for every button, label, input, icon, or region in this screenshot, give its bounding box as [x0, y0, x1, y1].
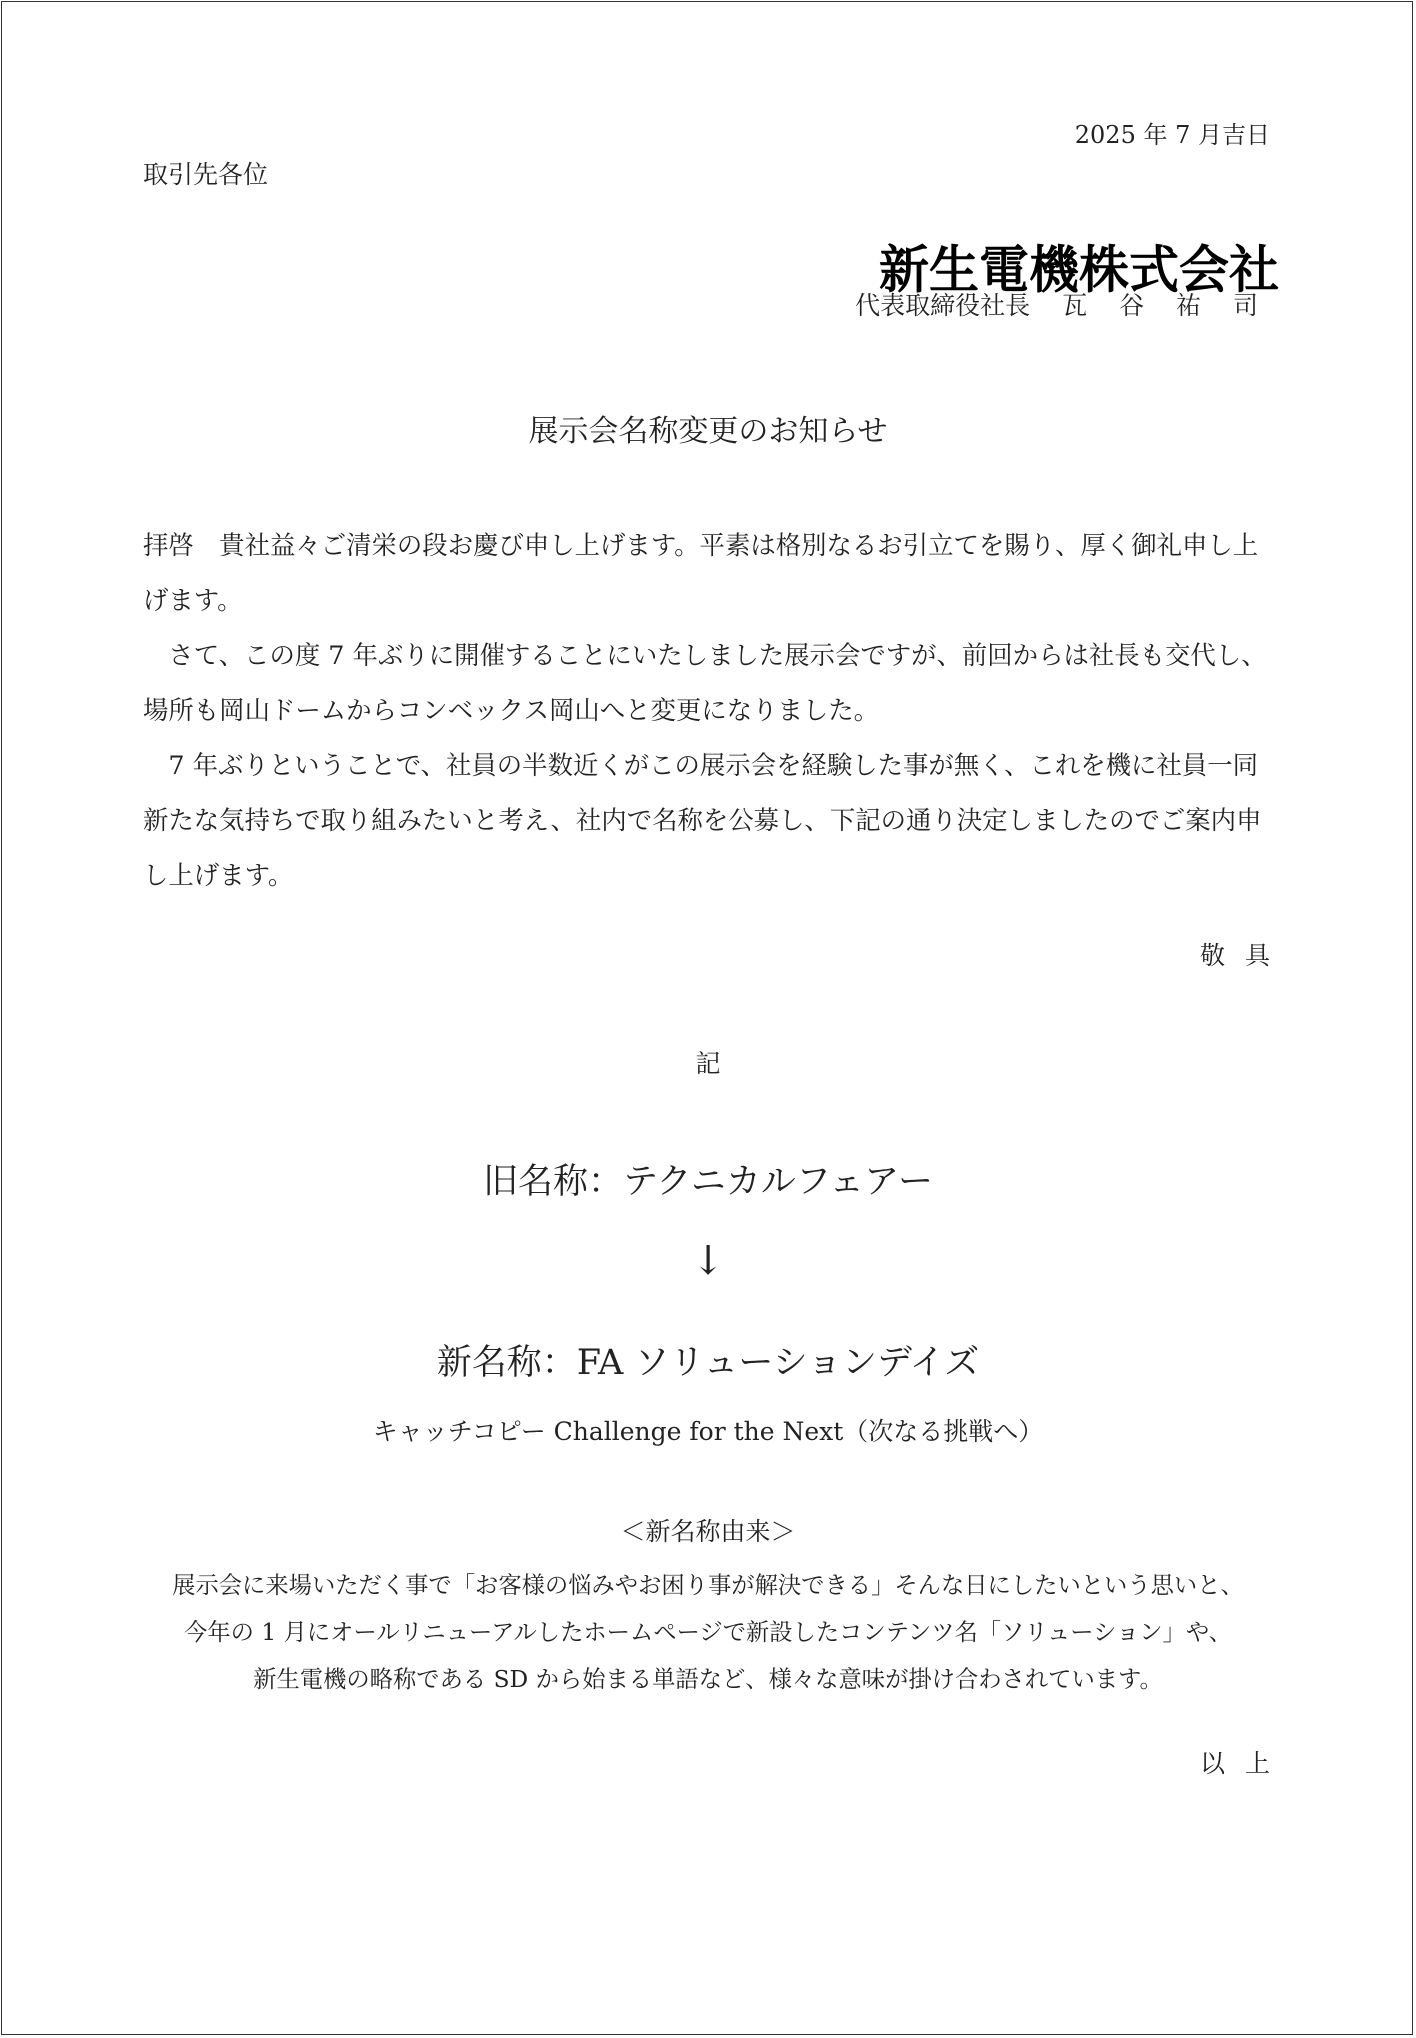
body-paragraph: 拝啓 貴社益々ご清栄の段お慶び申し上げます。平素は格別なるお引立てを賜り、厚く御礼申し上げます。 [143, 530, 1259, 615]
body-paragraph: さて、この度 7 年ぶりに開催することにいたしました展示会ですが、前回からは社長も交代し、場所も岡山ドームからコンベックス岡山へと変更になりました。 [143, 640, 1267, 725]
letter-page [1, 1, 1413, 2035]
letter-title: 展示会名称変更のお知らせ [528, 414, 888, 449]
representative-title: 代表取締役社長 [855, 291, 1031, 320]
closing-phrase: 敬具 [1199, 941, 1290, 970]
ki-heading: 記 [695, 1049, 721, 1078]
old-name: 旧名称：テクニカルフェアー [482, 1162, 934, 1202]
representative-name: 瓦 谷 祐 司 [1062, 291, 1270, 320]
recipient: 取引先各位 [143, 160, 269, 189]
down-arrow-icon: ↓ [691, 1238, 725, 1284]
catchcopy: キャッチコピー Challenge for the Next（次なる挑戦へ） [372, 1417, 1044, 1446]
origin-line: 新生電機の略称である SD から始まる単語など、様々な意味が掛け合わされています。 [253, 1666, 1163, 1693]
origin-line: 展示会に来場いただく事で「お客様の悩みやお困り事が解決できる」そんな日にしたいという思いと、 [172, 1572, 1244, 1599]
letter-date: 2025 年 7 月吉日 [1074, 121, 1270, 149]
body-paragraph: 7 年ぶりということで、社員の半数近くがこの展示会を経験した事が無く、これを機に社員一同新たな気持ちで取り組みたいと考え、社内で名称を公募し、下記の通り決定しましたのでご案内申し上げます。 [143, 750, 1262, 890]
origin-text [2, 1562, 1414, 1703]
end-mark: 以上 [1199, 1749, 1290, 1778]
letter-body [143, 518, 1275, 903]
new-name: 新名称：FA ソリューションデイズ [436, 1343, 980, 1383]
origin-line: 今年の 1 月にオールリニューアルしたホームページで新設したコンテンツ名「ソリューション」や、 [184, 1619, 1232, 1646]
representative [855, 286, 1270, 322]
company-logo-text: 新生電機株式会社 [879, 240, 1279, 300]
origin-heading: ＜新名称由来＞ [620, 1517, 796, 1546]
